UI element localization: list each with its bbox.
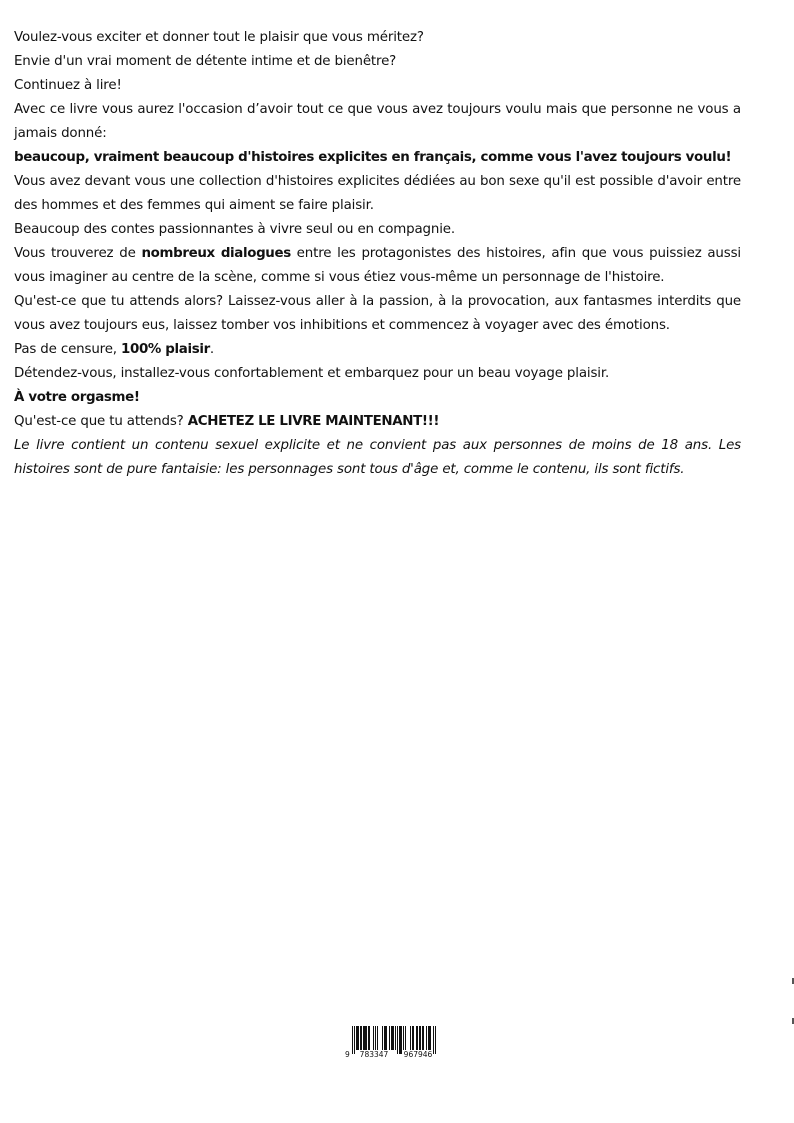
- barcode-bar: [392, 1026, 393, 1050]
- back-cover-blurb: [14, 26, 741, 482]
- blurb-paragraph: Beaucoup des contes passionnantes à vivre seul ou en compagnie.: [14, 222, 455, 237]
- call-to-action: ACHETEZ LE LIVRE MAINTENANT!!!: [187, 414, 440, 429]
- blurb-paragraph: Avec ce livre vous aurez l'occasion d’avoir tout ce que vous avez toujours voulu mais que personne ne vous a jamais donné:: [14, 102, 741, 141]
- bold-run: nombreux dialogues: [141, 246, 291, 261]
- barcode-bar: [375, 1026, 376, 1050]
- barcode-bar: [354, 1026, 355, 1054]
- barcode-bar: [391, 1026, 392, 1050]
- text-run: Vous trouverez de: [14, 246, 142, 261]
- barcode-bar: [430, 1026, 431, 1050]
- isbn-barcode: [344, 1026, 446, 1060]
- blurb-paragraph: Qu'est-ce que tu attends alors? Laissez-vous aller à la passion, à la provocation, aux fantasmes interdits que vous avez toujours eus, laissez tomber vos inhibitions et commencez à voyager avec des émotions.: [14, 294, 741, 333]
- blurb-paragraph: [14, 146, 741, 170]
- barcode-bar: [426, 1026, 427, 1050]
- barcode-bar: [419, 1026, 420, 1050]
- text-run: Qu'est-ce que tu attends?: [14, 414, 188, 429]
- barcode-bar: [429, 1026, 430, 1050]
- barcode-bar: [368, 1026, 369, 1050]
- barcode-bar: [435, 1026, 436, 1054]
- barcode-bar: [386, 1026, 387, 1050]
- barcode-group-right: 967946: [403, 1050, 433, 1059]
- bold-statement: beaucoup, vraiment beaucoup d'histoires explicites en français, comme vous l'avez toujours voulu!: [14, 150, 732, 165]
- barcode-bar: [413, 1026, 414, 1050]
- barcode-bar: [397, 1026, 398, 1054]
- barcode-bar: [420, 1026, 421, 1050]
- blurb-paragraph: Détendez-vous, installez-vous confortablement et embarquez pour un beau voyage plaisir.: [14, 366, 610, 381]
- barcode-bar: [357, 1026, 358, 1050]
- barcode-bar: [412, 1026, 413, 1050]
- barcode-group-left: 783347: [359, 1050, 389, 1059]
- barcode-bar: [422, 1026, 423, 1050]
- barcode-bar: [410, 1026, 411, 1050]
- barcode-bar: [352, 1026, 353, 1054]
- barcode-bar: [423, 1026, 424, 1050]
- barcode-bar: [360, 1026, 361, 1050]
- barcode-bar: [377, 1026, 378, 1050]
- blurb-paragraph: Vous avez devant vous une collection d'histoires explicites dédiées au bon sexe qu'il est possible d'avoir entre des hommes et des femmes qui aiment se faire plaisir.: [14, 174, 741, 213]
- barcode-bar: [356, 1026, 357, 1050]
- blurb-paragraph: [14, 386, 741, 410]
- barcode-bar: [382, 1026, 383, 1050]
- barcode-bar: [417, 1026, 418, 1050]
- blurb-paragraph: Continuez à lire!: [14, 78, 122, 93]
- text-run: .: [209, 342, 214, 357]
- blurb-paragraph: Envie d'un vrai moment de détente intime et de bienêtre?: [14, 54, 397, 69]
- blurb-paragraph: [14, 338, 741, 362]
- barcode-bar: [416, 1026, 417, 1050]
- barcode-bar: [400, 1026, 401, 1054]
- bold-run: 100% plaisir: [121, 342, 210, 357]
- bold-statement: À votre orgasme!: [14, 390, 140, 405]
- barcode-bar: [401, 1026, 402, 1054]
- barcode-bar: [433, 1026, 434, 1054]
- barcode-bar: [389, 1026, 390, 1050]
- blurb-paragraph: [14, 242, 741, 290]
- barcode-bar: [384, 1026, 385, 1050]
- barcode-digit-lead: 9: [345, 1050, 350, 1059]
- barcode-bar: [364, 1026, 365, 1050]
- barcode-bar: [395, 1026, 396, 1050]
- text-run: Pas de censure,: [14, 342, 122, 357]
- barcode-bar: [365, 1026, 366, 1050]
- barcode-bar: [393, 1026, 394, 1050]
- barcode-bar: [385, 1026, 386, 1050]
- text-run: entre les protagonistes des histoires, afin que vous puissiez aussi vous imaginer au centre de la scène, comme si vous étiez vous-même un personnage de l'histoire.: [14, 246, 741, 285]
- blurb-paragraph: Voulez-vous exciter et donner tout le plaisir que vous méritez?: [14, 30, 424, 45]
- barcode-graphic: [344, 1026, 446, 1060]
- barcode-bar: [363, 1026, 364, 1050]
- barcode-bar: [405, 1026, 406, 1050]
- age-disclaimer: Le livre contient un contenu sexuel explicite et ne convient pas aux personnes de moins de 18 ans. Les histoires sont de pure fantaisie: les personnages sont tous d'âge et, comme le contenu, ils sont fictifs.: [14, 438, 741, 477]
- barcode-bar: [399, 1026, 400, 1054]
- barcode-bar: [428, 1026, 429, 1050]
- barcode-bar: [361, 1026, 362, 1050]
- barcode-bar: [403, 1026, 404, 1050]
- barcode-bar: [373, 1026, 374, 1050]
- barcode-bar: [369, 1026, 370, 1050]
- blurb-paragraph: [14, 410, 741, 434]
- barcode-bar: [358, 1026, 359, 1050]
- barcode-bar: [366, 1026, 367, 1050]
